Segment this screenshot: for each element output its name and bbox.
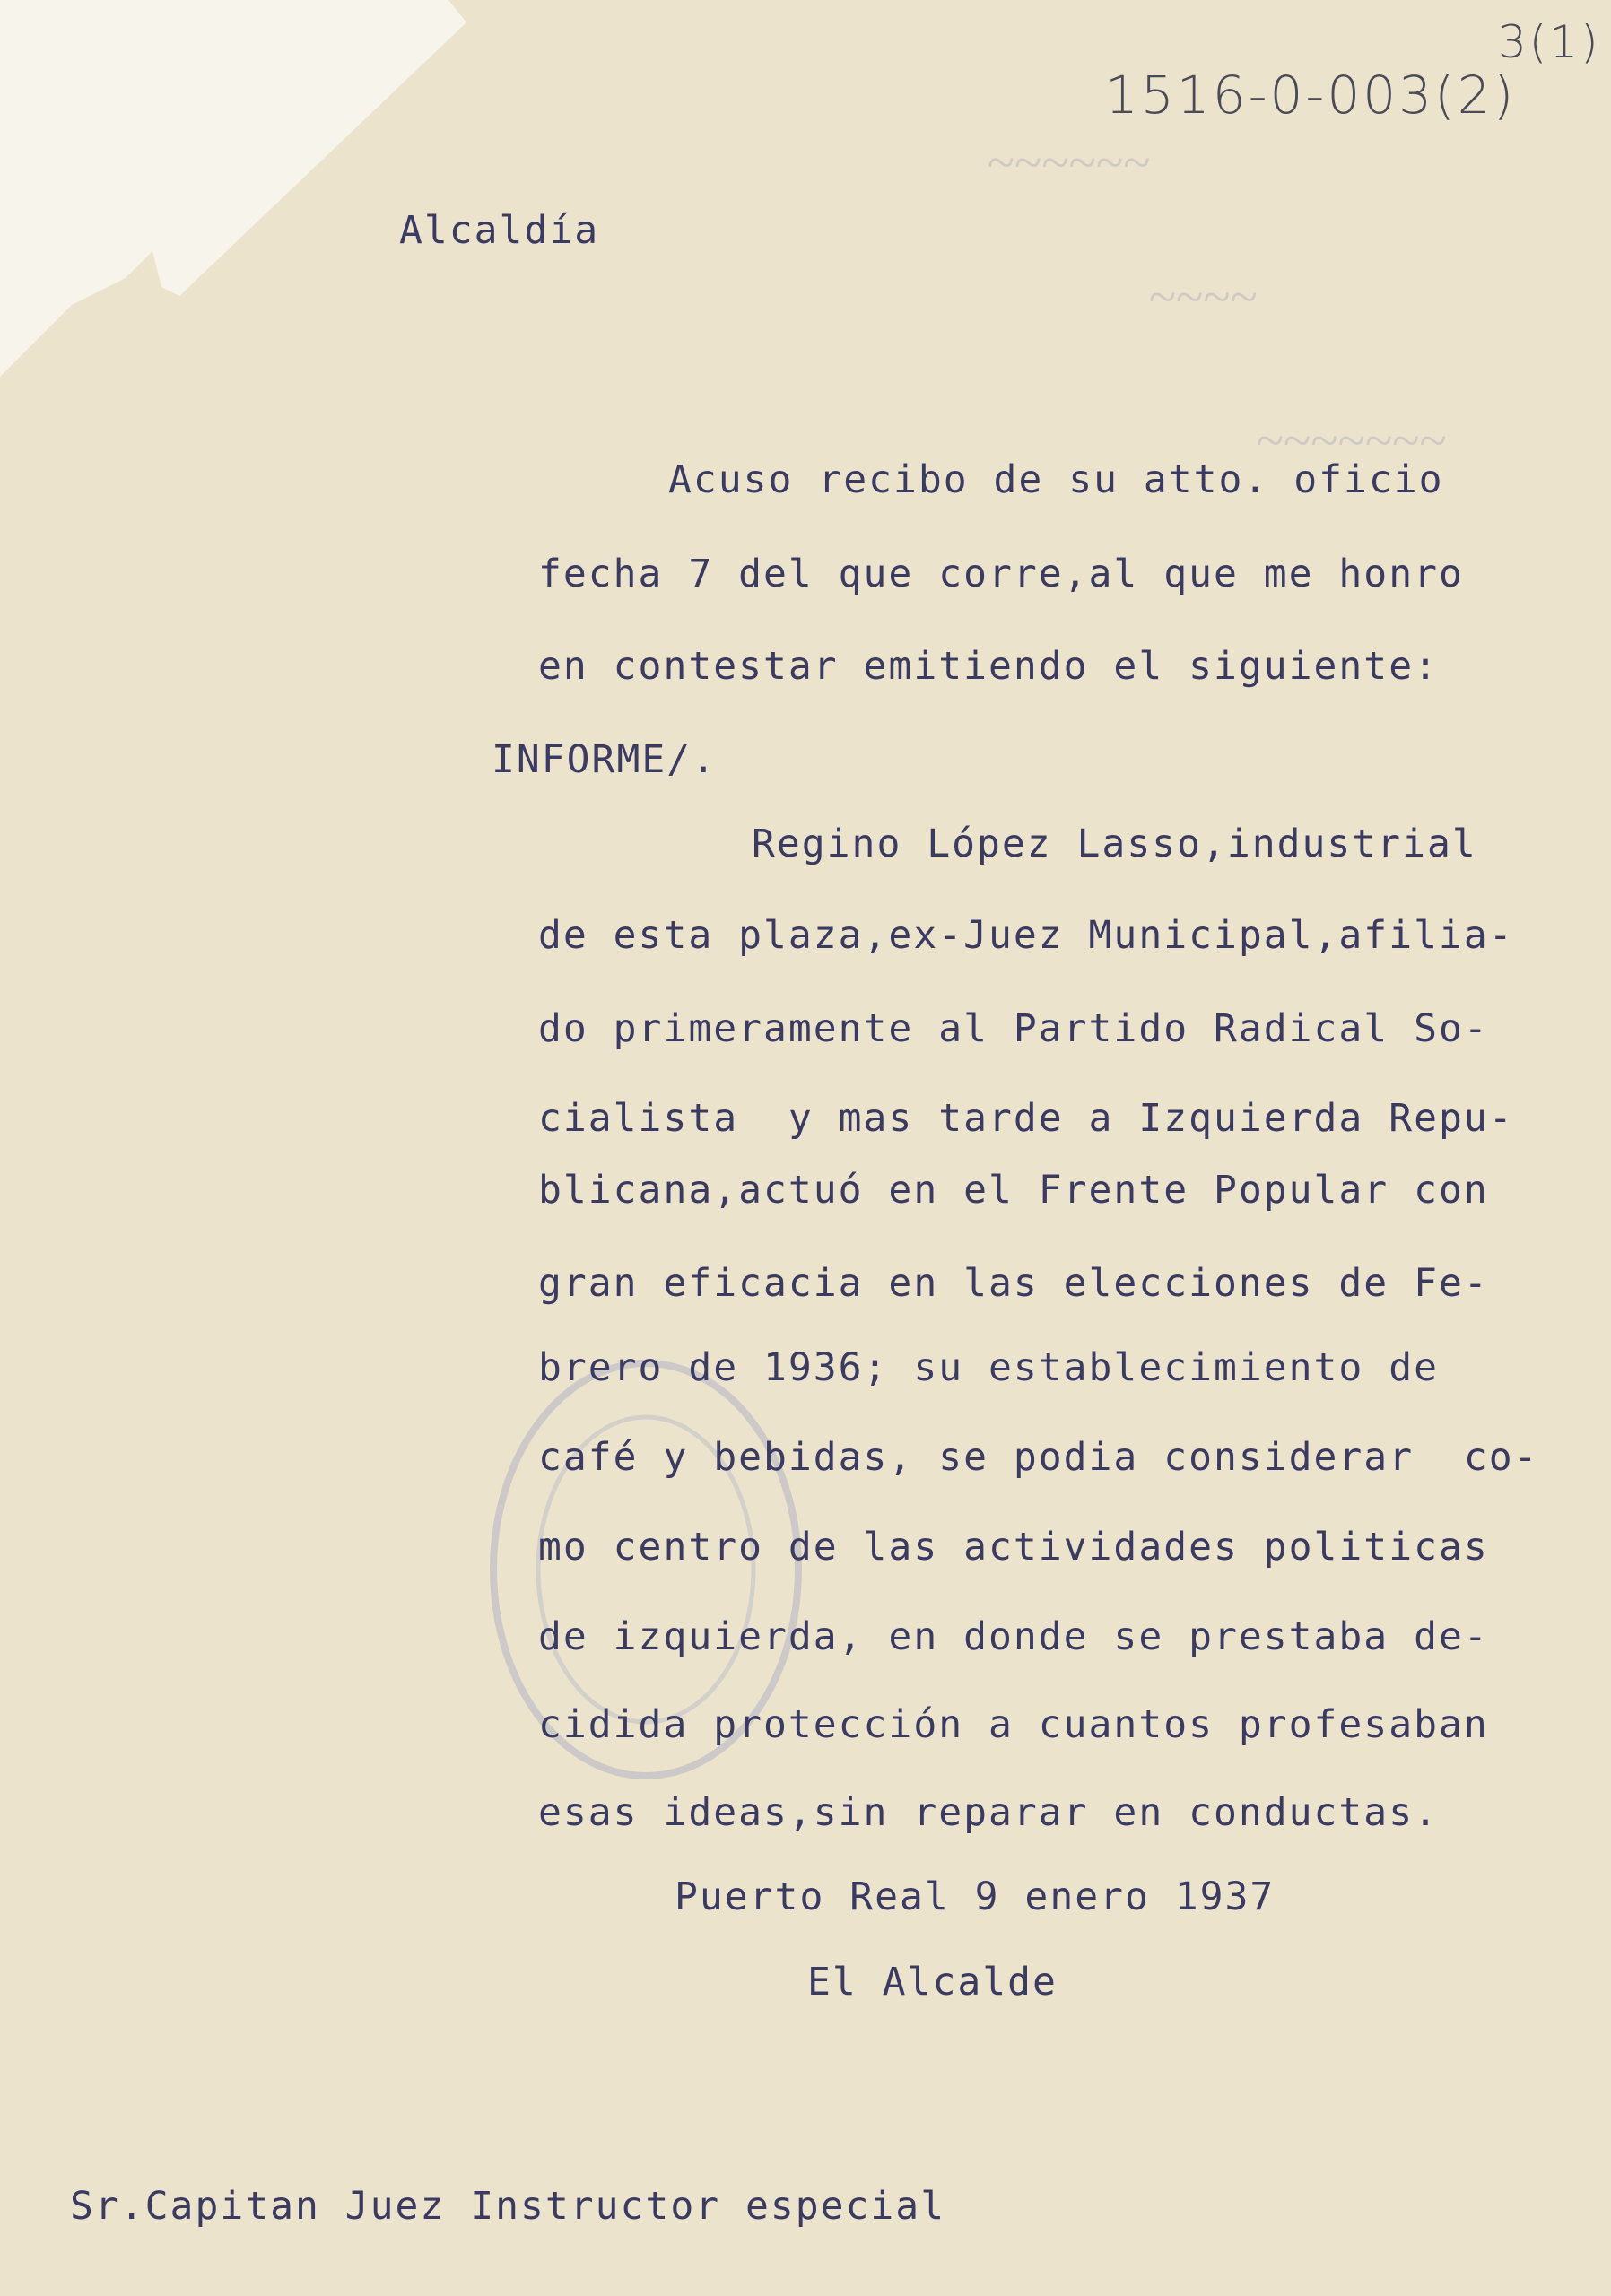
- bleed-through-mark: ~~~~~~: [987, 135, 1150, 191]
- body-line: mo centro de las actividades politicas: [538, 1525, 1489, 1570]
- archive-corner-ref: 3(1): [1498, 16, 1601, 68]
- body-line: gran eficacia en las elecciones de Fe-: [538, 1261, 1489, 1306]
- body-line: blicana,actuó en el Frente Popular con: [538, 1168, 1489, 1213]
- body-line: Acuso recibo de su atto. oficio: [668, 457, 1444, 502]
- body-line: de izquierda, en donde se prestaba de-: [538, 1614, 1489, 1659]
- department-heading: Alcaldía: [399, 208, 600, 253]
- archive-code: 1516-0-003(2): [1105, 65, 1517, 126]
- body-line: cialista y mas tarde a Izquierda Repu-: [538, 1096, 1514, 1141]
- body-line: esas ideas,sin reparar en conductas.: [538, 1790, 1439, 1835]
- addressee: Sr.Capitan Juez Instructor especial: [70, 2184, 946, 2229]
- body-line: fecha 7 del que corre,al que me honro: [538, 552, 1464, 596]
- body-line: brero de 1936; su establecimiento de: [538, 1345, 1439, 1390]
- body-line: do primeramente al Partido Radical So-: [538, 1006, 1489, 1051]
- body-line: Regino López Lasso,industrial: [752, 822, 1477, 866]
- body-line: en contestar emitiendo el siguiente:: [538, 644, 1439, 689]
- report-heading: INFORME/.: [492, 737, 717, 782]
- body-line: de esta plaza,ex-Juez Municipal,afilia-: [538, 913, 1514, 958]
- body-line: café y bebidas, se podia considerar co-: [538, 1435, 1539, 1480]
- body-line: cidida protección a cuantos profesaban: [538, 1702, 1489, 1747]
- bleed-through-mark: ~~~~: [1148, 270, 1258, 326]
- bleed-through-mark: ~~~~~~~: [1256, 413, 1447, 469]
- place-date: Puerto Real 9 enero 1937: [675, 1874, 1276, 1919]
- signatory-title: El Alcalde: [807, 1960, 1058, 2005]
